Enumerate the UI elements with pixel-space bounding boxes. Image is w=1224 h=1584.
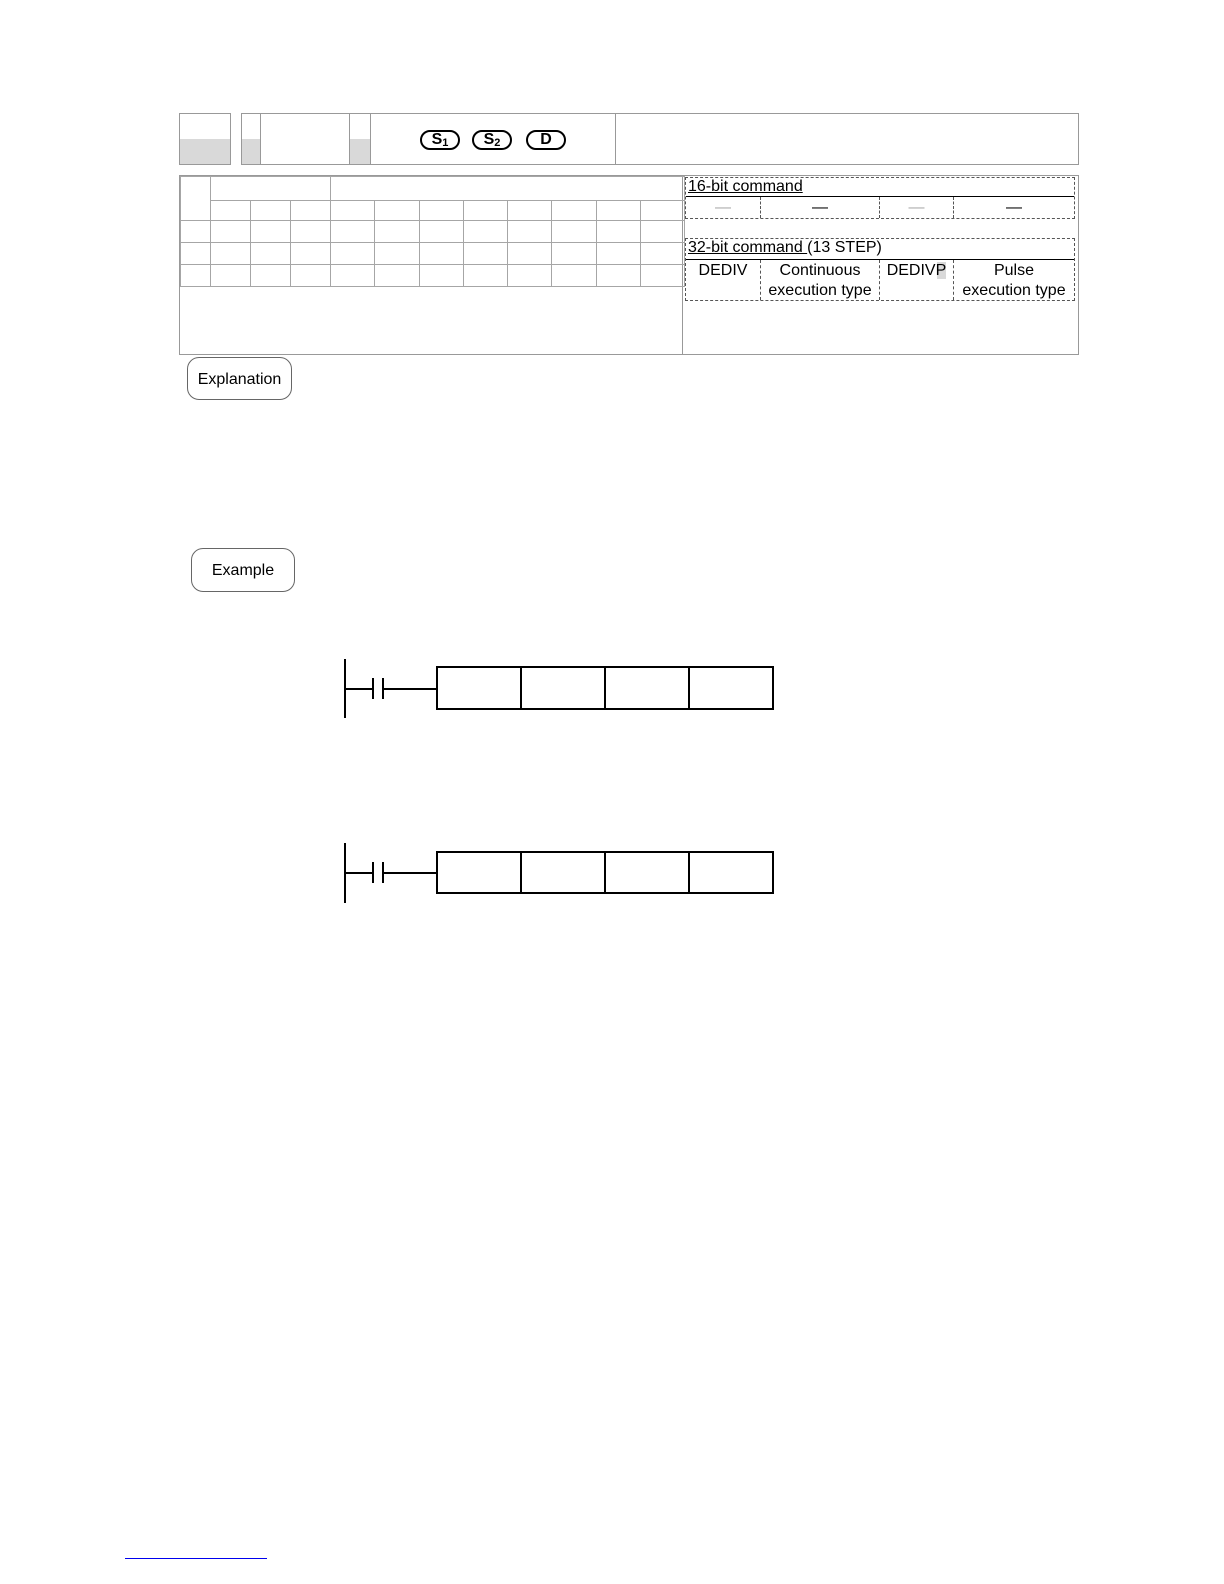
example-tag: Example (191, 548, 295, 592)
grid-header-cell (375, 201, 419, 221)
grid-cell (508, 221, 552, 243)
word-devices-header (331, 177, 685, 201)
grid-cell (251, 243, 291, 265)
grid-cell (419, 221, 463, 243)
grid-header-cell (211, 201, 251, 221)
bit32-continuous-type-line2: execution type (768, 282, 872, 299)
mnemonic-cell (260, 113, 350, 165)
footer-link-underline (125, 1558, 267, 1559)
grid-header-cell (251, 201, 291, 221)
operand-s2-letter: S (483, 131, 495, 148)
grid-cell (552, 221, 596, 243)
explanation-tag: Explanation (187, 357, 292, 400)
bit16-cell-pulse-instr: — (908, 199, 925, 216)
function-cell (615, 113, 1079, 165)
grid-cell (463, 265, 507, 287)
grid-header-cell (291, 201, 331, 221)
grid-cell (419, 243, 463, 265)
ladder2-box-divider (688, 851, 690, 894)
operand-s1-letter: S (431, 131, 443, 148)
grid-cell (291, 221, 331, 243)
ladder2-box-divider (520, 851, 522, 894)
bit32-command-label-main: 32-bit command (688, 239, 808, 256)
bit-devices-header (211, 177, 331, 201)
grid-cell (331, 221, 375, 243)
ladder1-box-divider (688, 666, 690, 710)
grid-cell (181, 243, 211, 265)
grid-cell (211, 243, 251, 265)
bit16-command-label-text: 16-bit command (688, 178, 803, 195)
bit32-command-label-steps: (13 STEP) (807, 239, 882, 256)
grid-header-cell (463, 201, 507, 221)
ladder2-contact-left (372, 862, 374, 883)
grid-cell (375, 243, 419, 265)
grid-cell (211, 265, 251, 287)
grid-cell (552, 265, 596, 287)
ladder2-wire-right (383, 872, 437, 874)
operand-d-badge (526, 130, 566, 150)
bit16-cell-pulse-type: — (1006, 199, 1022, 216)
grid-cell (640, 221, 684, 243)
grid-cell (596, 221, 640, 243)
grid-cell (463, 243, 507, 265)
bit16-cell-type: — (812, 199, 828, 216)
grid-row-d (181, 265, 685, 287)
ladder2-box-divider (604, 851, 606, 894)
grid-header-cell (331, 201, 375, 221)
grid-cell (596, 265, 640, 287)
suffix-p-shade (350, 139, 370, 164)
grid-cell (375, 265, 419, 287)
grid-cell (251, 221, 291, 243)
grid-cell (181, 265, 211, 287)
ladder2-wire-left (345, 872, 373, 874)
grid-cell (181, 221, 211, 243)
grid-header-cell (552, 201, 596, 221)
grid-cell (508, 265, 552, 287)
bit32-pulse-type (954, 261, 1074, 301)
bit32-continuous-type-line1: Continuous (779, 262, 861, 279)
grid-row-s1 (181, 221, 685, 243)
ladder1-box-divider (604, 666, 606, 710)
api-number-shade (180, 139, 230, 164)
grid-cell (291, 265, 331, 287)
grid-cell (463, 221, 507, 243)
grid-cell (375, 221, 419, 243)
grid-cell (331, 243, 375, 265)
operand-s2-badge (472, 130, 512, 150)
grid-cell (291, 243, 331, 265)
bit32-pulse-type-line2: execution type (962, 282, 1066, 299)
grid-cell (211, 221, 251, 243)
bit32-pulse-type-line1: Pulse (993, 262, 1035, 279)
grid-row-s2 (181, 243, 685, 265)
operand-s1-badge (420, 130, 460, 150)
operand-s1-sub: 1 (442, 137, 449, 149)
grid-header-cell (596, 201, 640, 221)
grid-cell (640, 265, 684, 287)
grid-cell (251, 265, 291, 287)
grid-cell (419, 265, 463, 287)
ladder1-wire-right (383, 688, 437, 690)
bit32-command-label (688, 239, 882, 257)
bit32-underline (686, 259, 1074, 260)
operand-s2-sub: 2 (494, 137, 501, 149)
bit16-cell-instr: — (715, 199, 731, 216)
grid-cell (508, 243, 552, 265)
bit32-continuous-type (761, 261, 879, 301)
grid-cell (640, 243, 684, 265)
operand-device-grid (180, 176, 685, 287)
grid-header-cell (508, 201, 552, 221)
ladder1-contact-left (372, 678, 374, 699)
grid-corner-cell (181, 177, 211, 221)
grid-cell (552, 243, 596, 265)
grid-cell (331, 265, 375, 287)
grid-cell (596, 243, 640, 265)
grid-header-cell (419, 201, 463, 221)
bit32-pulse-instruction-text: DEDIVP (886, 262, 947, 279)
operand-d-letter: D (540, 131, 552, 148)
bit32-pulse-instruction (880, 261, 953, 281)
ladder1-box-divider (520, 666, 522, 710)
bit32-continuous-instruction: DEDIV (698, 262, 748, 279)
ladder1-wire-left (345, 688, 373, 690)
grid-header-cell (640, 201, 684, 221)
bit16-underline (686, 196, 1074, 197)
prefix-d-shade (242, 139, 260, 164)
bit16-command-label (688, 178, 803, 196)
